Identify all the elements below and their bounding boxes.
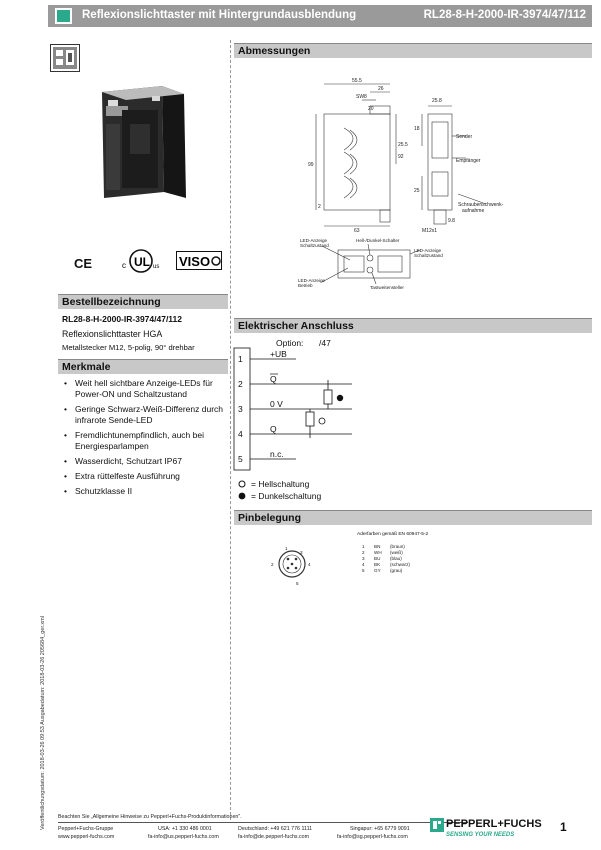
dim-label: 9.8 [448, 218, 455, 224]
footer-de-email[interactable]: fa-info@de.pepperl-fuchs.com [238, 834, 310, 840]
dim-label: 20 [368, 106, 374, 112]
led-label: LED-Anzeige [414, 248, 442, 253]
pin-number: 4 [308, 562, 311, 567]
legend-dunkel: = Dunkelschaltung [251, 491, 322, 501]
pin-label: Q [270, 424, 277, 434]
footer-note: Beachten Sie „Allgemeine Hinweise zu Pepperl+Fuchs-Produktinformationen". [58, 814, 242, 820]
table-cell: GY [374, 568, 381, 573]
footer-rule [58, 822, 468, 823]
viso-mark-icon [176, 251, 222, 270]
column-divider [230, 40, 231, 820]
schraube-label: Schraubenschwenk- [458, 202, 504, 208]
dim-label: SW8 [356, 94, 367, 100]
svg-text:VISO: VISO [179, 254, 211, 269]
product-image [92, 80, 192, 205]
section-abmessungen: Abmessungen [234, 43, 592, 58]
brand-square-icon [55, 8, 72, 24]
pin-number: 5 [238, 454, 243, 464]
table-cell: (weiß) [390, 550, 403, 555]
dunkel-icon [238, 492, 246, 500]
dim-label: 18 [414, 126, 420, 132]
section-merkmale: Merkmale [58, 359, 228, 374]
svg-text:us: us [153, 264, 160, 270]
list-item: • Weit hell sichtbare Anzeige-LEDs für Power-ON und Schaltzustand [62, 378, 228, 400]
pin-number: 3 [238, 404, 243, 414]
sensor-class-icon [50, 44, 80, 72]
pin-number: 5 [296, 581, 299, 586]
pin-label: 0 V [270, 399, 283, 409]
footer-usa-email[interactable]: fa-info@us.pepperl-fuchs.com [148, 834, 219, 840]
table-cell: (schwarz) [390, 562, 410, 567]
brand-name: PEPPERL+FUCHS [446, 818, 542, 830]
pin-label: Q [270, 374, 277, 384]
wiring-diagram [232, 346, 362, 474]
cul-mark-icon [120, 248, 162, 274]
dim-label: M12x1 [422, 228, 438, 234]
table-cell: 1 [362, 544, 365, 549]
led-label: Schaltzustand [300, 243, 329, 248]
svg-text:UL: UL [134, 255, 150, 269]
pin-label: n.c. [270, 449, 284, 459]
document-title: Reflexionslichttaster mit Hintergrundausblendung [82, 9, 357, 21]
section-pinbelegung: Pinbelegung [234, 510, 592, 525]
footer-sg-phone: Singapur: +65 6779 9091 [350, 826, 410, 832]
section-elektrischer-anschluss: Elektrischer Anschluss [234, 318, 592, 333]
product-type: Reflexionslichttaster HGA [62, 329, 163, 339]
top-view-drawing [298, 236, 458, 294]
table-cell: (braun) [390, 544, 405, 549]
table-cell: (grau) [390, 568, 403, 573]
connector-info: Metallstecker M12, 5-polig, 90° drehbar [62, 343, 195, 352]
table-cell: 4 [362, 562, 365, 567]
dim-label: 25.5 [398, 142, 408, 148]
footer-sg-email[interactable]: fa-info@sg.pepperl-fuchs.com [337, 834, 408, 840]
list-item: • Fremdlichtunempfindlich, auch bei Energiesparlampen [62, 430, 228, 452]
list-item: • Geringe Schwarz-Weiß-Differenz durch infrarote Sende-LED [62, 404, 228, 426]
empfaenger-label: Empfänger [456, 158, 481, 164]
table-cell: BK [374, 562, 381, 567]
dim-label: 55.5 [352, 78, 362, 84]
table-cell: 5 [362, 568, 365, 573]
header-bar [48, 5, 592, 27]
list-item: • Extra rüttelfeste Ausführung [62, 471, 228, 482]
switch-label: Hell-/Dunkel-Schalter [356, 238, 400, 243]
pin-number: 4 [238, 429, 243, 439]
dim-label: 25.8 [432, 98, 442, 104]
pin-number: 2 [271, 562, 274, 567]
pepperl-fuchs-logo-icon [430, 818, 444, 832]
footer-web[interactable]: www.pepperl-fuchs.com [58, 834, 115, 840]
table-cell: (blau) [390, 556, 402, 561]
pin-number: 1 [285, 546, 288, 551]
option-value: /47 [319, 338, 331, 348]
tastweite-label: Tastweitensteller [370, 285, 404, 290]
brand-tagline: SENSING YOUR NEEDS [446, 832, 515, 838]
pin-number: 3 [300, 550, 303, 555]
footer-group: Pepperl+Fuchs-Gruppe [58, 826, 114, 832]
led-label: Schaltzustand [414, 253, 443, 258]
option-label: Option: [276, 338, 304, 348]
wire-color-note: Aderfarben gemäß EN 60947-5-2 [357, 532, 429, 537]
connector-pinout [268, 540, 316, 588]
dim-label: 99 [308, 162, 314, 168]
dim-label: 63 [354, 228, 360, 234]
dim-label: 25 [414, 188, 420, 194]
led-label: LED-Anzeige [300, 238, 328, 243]
footer-usa-phone: USA: +1 330 486 0001 [158, 826, 212, 832]
footer-de-phone: Deutschland: +49 621 776 1111 [238, 826, 313, 832]
table-cell: BU [374, 556, 381, 561]
order-code: RL28-8-H-2000-IR-3974/47/112 [62, 314, 183, 324]
dim-label: 2 [318, 204, 321, 210]
dimension-drawing [296, 76, 516, 236]
legend-hell: = Hellschaltung [251, 479, 310, 489]
list-item: • Schutzklasse II [62, 486, 228, 497]
pin-label: +UB [270, 349, 287, 359]
table-cell: 3 [362, 556, 365, 561]
dim-label: 92 [398, 154, 404, 160]
wire-color-table [358, 542, 438, 578]
publication-date-side-text: Veröffentlichungsdatum: 2018-03-26 09:53 Ausgabedatum: 2018-03-26 205684_ger.xml [40, 616, 46, 830]
table-cell: 2 [362, 550, 365, 555]
sender-label: Sender [456, 134, 473, 140]
feature-list [62, 378, 228, 501]
dim-label: 26 [378, 86, 384, 92]
pin-number: 1 [238, 354, 243, 364]
hell-icon [238, 480, 246, 488]
model-number: RL28-8-H-2000-IR-3974/47/112 [423, 9, 586, 21]
table-cell: BN [374, 544, 381, 549]
pin-number: 2 [238, 379, 243, 389]
aufnahme-label: aufnahme [462, 208, 485, 214]
ce-mark: CE [74, 256, 93, 271]
svg-text:c: c [122, 261, 126, 270]
led-label: Betrieb [298, 283, 313, 288]
list-item: • Wasserdicht, Schutzart IP67 [62, 456, 228, 467]
led-label: LED-Anzeige [298, 278, 326, 283]
table-cell: WH [374, 550, 382, 555]
page-number: 1 [560, 820, 567, 834]
section-bestellbezeichnung: Bestellbezeichnung [58, 294, 228, 309]
